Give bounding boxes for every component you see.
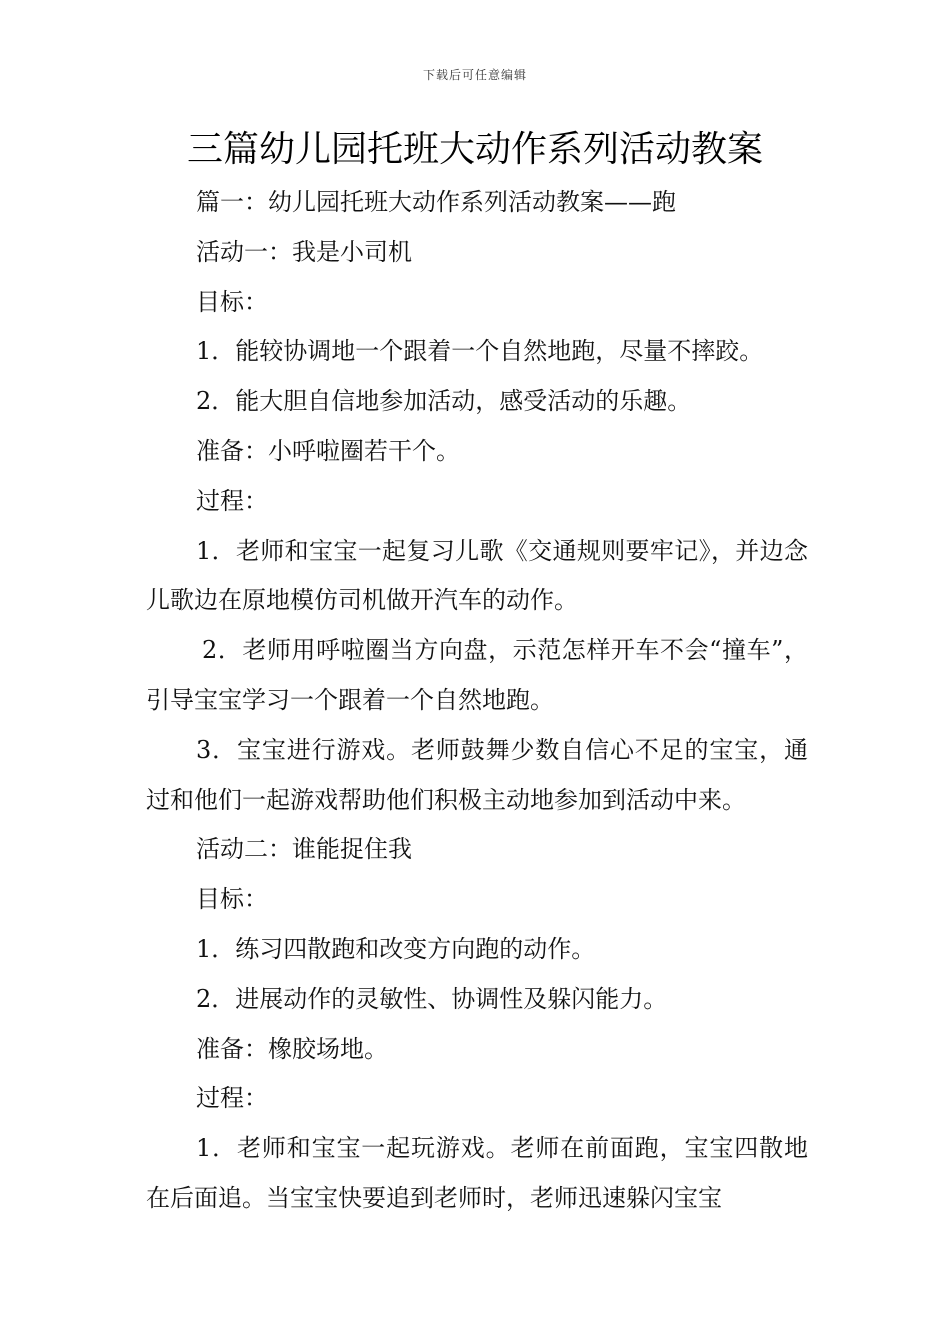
page-header-note: 下载后可任意编辑 (422, 68, 527, 82)
activity-2-step-1: 1．老师和宝宝一起玩游戏。老师在前面跑，宝宝四散地在后面追。当宝宝快要追到老师时，老师迅速躲闪宝宝 (146, 1134, 808, 1212)
activity-1-heading: 活动一：我是小司机 (196, 237, 412, 266)
activity-2-goal-2: 2．进展动作的灵敏性、协调性及躲闪能力。 (196, 984, 668, 1013)
activity-1-preparation: 准备：小呼啦圈若干个。 (196, 436, 460, 465)
section-heading-part-1: 篇一：幼儿园托班大动作系列活动教案——跑 (196, 188, 676, 216)
activity-1-process-label: 过程： (196, 486, 268, 515)
document-title: 三篇幼儿园托班大动作系列活动教案 (186, 129, 763, 170)
activity-2-process-label: 过程： (196, 1084, 268, 1113)
document-body (146, 178, 808, 1224)
activity-2-heading: 活动二：谁能捉住我 (196, 835, 412, 864)
activity-1-step-2: 2．老师用呼啦圈当方向盘，示范怎样开车不会“撞车”，引导宝宝学习一个跟着一个自然地跑。 (146, 636, 808, 714)
activity-2-goal-1: 1．练习四散跑和改变方向跑的动作。 (196, 934, 596, 963)
activity-2-preparation: 准备：橡胶场地。 (196, 1034, 388, 1063)
activity-1-goal-2: 2．能大胆自信地参加活动，感受活动的乐趣。 (196, 387, 692, 416)
activity-1-goal-1: 1．能较协调地一个跟着一个自然地跑，尽量不摔跤。 (196, 337, 764, 366)
activity-1-goals-label: 目标： (196, 287, 268, 316)
activity-1-step-1: 1．老师和宝宝一起复习儿歌《交通规则要牢记》，并边念儿歌边在原地模仿司机做开汽车的动作。 (146, 536, 808, 615)
activity-1-step-3: 3．宝宝进行游戏。老师鼓舞少数自信心不足的宝宝，通过和他们一起游戏帮助他们积极主动地参加到活动中来。 (146, 735, 808, 814)
activity-2-goals-label: 目标： (196, 885, 268, 914)
